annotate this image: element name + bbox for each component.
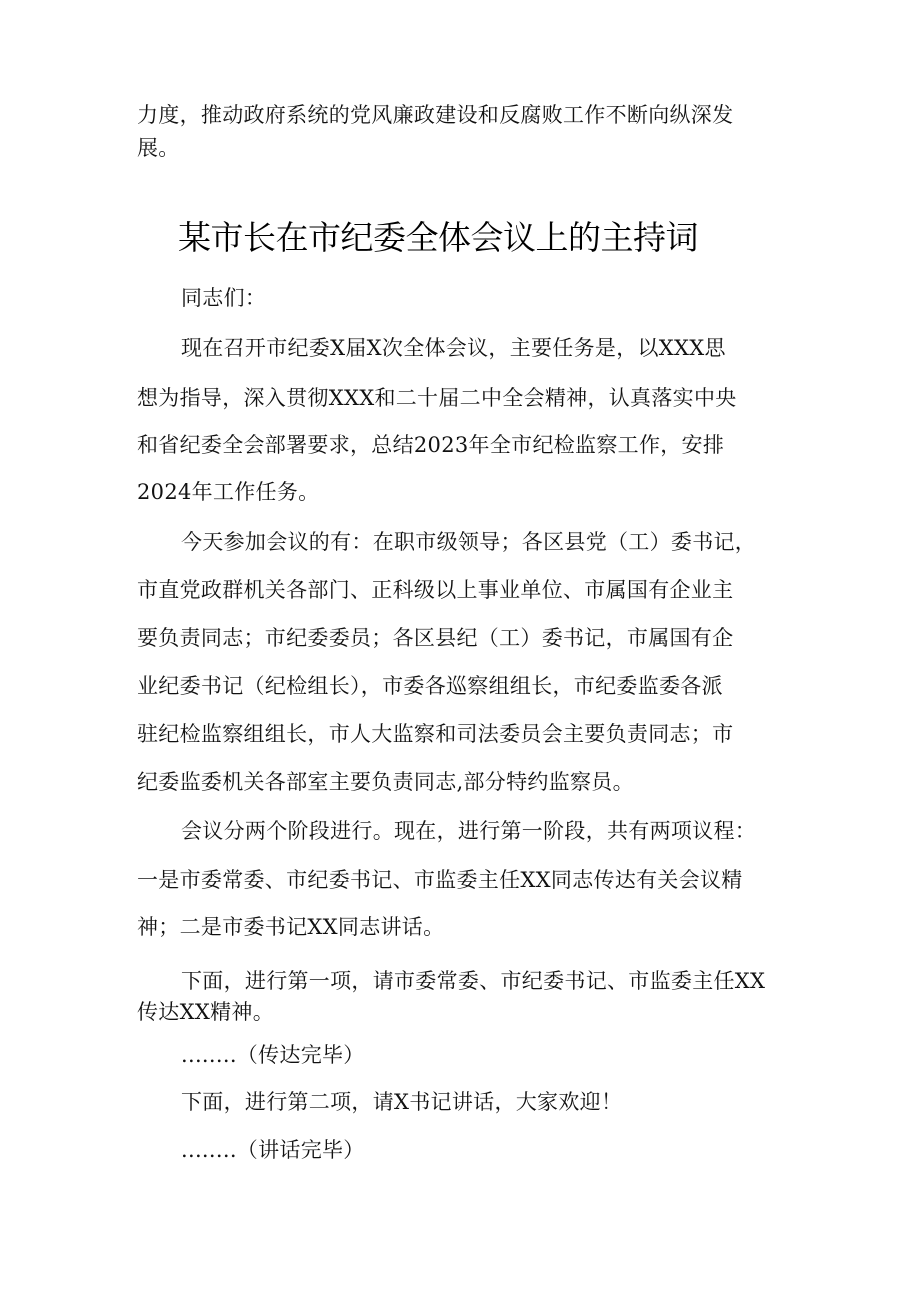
relay-finished-note: ........（传达完毕） [181,1043,365,1067]
paragraph-line: 市直党政群机关各部门、正科级以上事业单位、市属国有企业主 [137,578,734,602]
lead-in-line: 展。 [137,136,180,160]
paragraph-line: 神；二是市委书记XX同志讲话。 [137,915,445,939]
paragraph-line: 和省纪委全会部署要求，总结2023年全市纪检监察工作，安排 [137,433,725,457]
paragraph-line: 今天参加会议的有：在职市级领导；各区县党（工）委书记， [181,530,757,554]
paragraph-line: 下面，进行第一项，请市委常委、市纪委书记、市监委主任XX [181,969,766,993]
lead-in-line: 力度，推动政府系统的党风廉政建设和反腐败工作不断向纵深发 [137,103,734,127]
paragraph-item-two: 下面，进行第二项，请X书记讲话，大家欢迎！ [181,1090,623,1114]
document-title: 某市长在市纪委全体会议上的主持词 [178,218,698,257]
paragraph-line: 现在召开市纪委X届X次全体会议，主要任务是，以XXX思 [181,336,726,360]
paragraph-line: 2024年工作任务。 [137,480,320,504]
paragraph-line: 传达XX精神。 [137,1000,274,1024]
paragraph-line: 一是市委常委、市纪委书记、市监委主任XX同志传达有关会议精 [137,868,743,892]
paragraph-line: 纪委监委机关各部室主要负责同志,部分特约监察员。 [137,770,634,794]
paragraph-line: 驻纪检监察组组长，市人大监察和司法委员会主要负责同志；市 [137,722,734,746]
paragraph-line: 想为指导，深入贯彻XXX和二十届二中全会精神，认真落实中央 [137,386,737,410]
paragraph-line: 要负责同志；市纪委委员；各区县纪（工）委书记，市属国有企 [137,626,734,650]
speech-finished-note: ........（讲话完毕） [181,1138,365,1162]
paragraph-line: 业纪委书记（纪检组长），市委各巡察组组长，市纪委监委各派 [137,674,723,698]
paragraph-line: 会议分两个阶段进行。现在，进行第一阶段，共有两项议程： [181,819,757,843]
salutation: 同志们： [181,286,267,310]
